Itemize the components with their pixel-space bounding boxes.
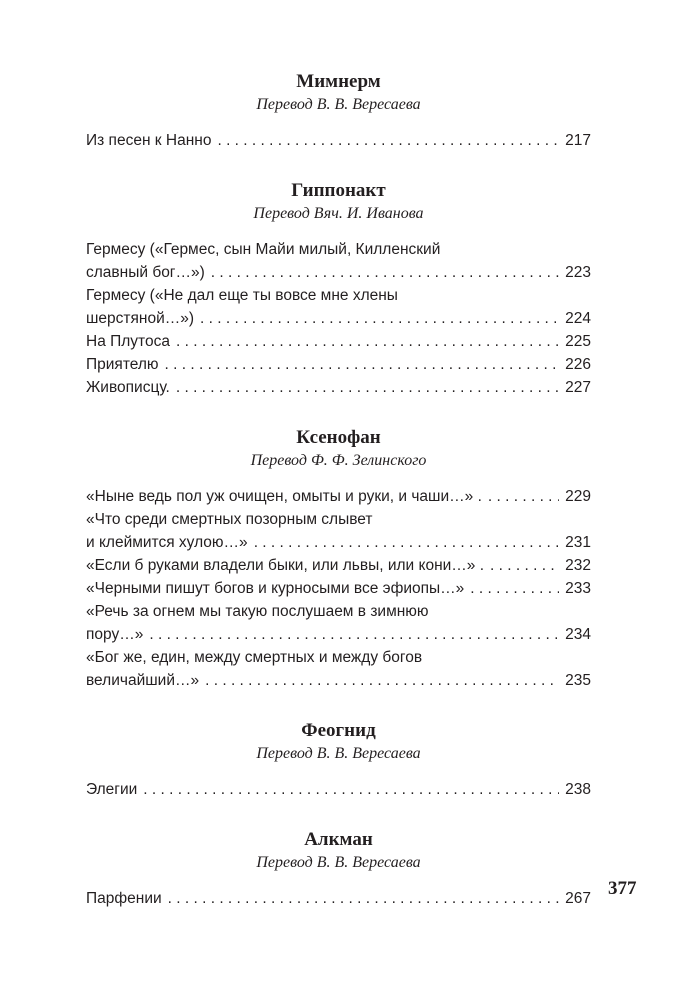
toc-entry[interactable] — [86, 887, 591, 910]
entry-title-line: На Плутоса — [86, 333, 170, 350]
entry-page-ref: 231 — [565, 534, 591, 551]
toc-entry[interactable] — [86, 485, 591, 508]
leader-dots — [217, 129, 559, 152]
toc-entry[interactable] — [86, 330, 591, 353]
toc-entry[interactable] — [86, 284, 591, 330]
section-translator: Перевод Ф. Ф. Зелинского — [250, 452, 427, 469]
leader-dots — [143, 778, 559, 801]
entry-page-ref: 267 — [565, 890, 591, 907]
entry-title-line: Элегии — [86, 781, 138, 798]
toc-section — [86, 70, 591, 152]
entry-title-line: Парфении — [86, 890, 162, 907]
toc-entry[interactable] — [86, 554, 591, 577]
leader-dots — [488, 485, 559, 508]
entry-page-ref: 224 — [565, 310, 591, 327]
section-author: Алкман — [304, 829, 373, 850]
leader-dots — [470, 577, 559, 600]
entry-page-ref: 233 — [565, 580, 591, 597]
toc-entry[interactable] — [86, 508, 591, 554]
entry-page-ref: 238 — [565, 781, 591, 798]
leader-dots — [149, 623, 559, 646]
leader-dots — [168, 887, 559, 910]
leader-dots — [211, 261, 559, 284]
section-author: Ксенофан — [296, 427, 381, 448]
entry-title-line: Из песен к Нанно — [86, 132, 212, 149]
entry-title-line: «Если б руками владели быки, или львы, или кони…» . — [86, 557, 485, 574]
leader-dots — [205, 669, 559, 692]
table-of-contents — [86, 70, 591, 937]
toc-entry[interactable] — [86, 376, 591, 399]
entry-page-ref: 217 — [565, 132, 591, 149]
toc-section — [86, 828, 591, 910]
entry-title-line: «Что среди смертных позорным слывет — [86, 511, 373, 528]
toc-section — [86, 179, 591, 399]
toc-entry[interactable] — [86, 646, 591, 692]
entry-title-line: пору…» — [86, 626, 144, 643]
leader-dots — [165, 353, 559, 376]
entry-title-line: Гермесу («Не дал еще ты вовсе мне хлены — [86, 287, 398, 304]
leader-dots — [176, 330, 559, 353]
entry-page-ref: 232 — [565, 557, 591, 574]
leader-dots — [254, 531, 559, 554]
entry-title-line: «Бог же, един, между смертных и между богов — [86, 649, 423, 666]
entry-title-line: «Речь за огнем мы такую послушаем в зимнюю — [86, 603, 429, 620]
entry-page-ref: 235 — [565, 672, 591, 689]
section-translator: Перевод В. В. Вересаева — [256, 745, 421, 762]
entry-title-line: славный бог…») — [86, 264, 205, 281]
section-translator: Перевод В. В. Вересаева — [256, 854, 421, 871]
toc-section — [86, 719, 591, 801]
toc-entry[interactable] — [86, 238, 591, 284]
leader-dots — [176, 376, 559, 399]
leader-dots — [490, 554, 559, 577]
entry-page-ref: 227 — [565, 379, 591, 396]
entry-title-line: Гермесу («Гермес, сын Майи милый, Килленский — [86, 241, 441, 258]
toc-section — [86, 426, 591, 692]
entry-title-line: Приятелю — [86, 356, 159, 373]
entry-page-ref: 225 — [565, 333, 591, 350]
entry-page-ref: 226 — [565, 356, 591, 373]
entry-title-line: «Черными пишут богов и курносыми все эфиопы…» — [86, 580, 465, 597]
toc-entry[interactable] — [86, 577, 591, 600]
page-number: 377 — [608, 878, 637, 899]
toc-entry[interactable] — [86, 600, 591, 646]
toc-entry[interactable] — [86, 129, 591, 152]
entry-title-line: шерстяной…») — [86, 310, 195, 327]
entry-title-line: величайший…» — [86, 672, 200, 689]
entry-page-ref: 223 — [565, 264, 591, 281]
entry-title-line: и клеймится хулою…» — [86, 534, 248, 551]
entry-title-line: «Ныне ведь пол уж очищен, омыты и руки, и чаши…» . — [86, 488, 482, 505]
toc-entry[interactable] — [86, 353, 591, 376]
entry-page-ref: 234 — [565, 626, 591, 643]
leader-dots — [200, 307, 559, 330]
section-author: Мимнерм — [296, 71, 381, 92]
section-translator: Перевод В. В. Вересаева — [256, 96, 421, 113]
entry-title-line: Живописцу. — [86, 379, 170, 396]
entry-page-ref: 229 — [565, 488, 591, 505]
section-author: Феогнид — [301, 720, 376, 741]
section-translator: Перевод Вяч. И. Иванова — [253, 205, 424, 222]
toc-entry[interactable] — [86, 778, 591, 801]
section-author: Гиппонакт — [291, 180, 386, 201]
